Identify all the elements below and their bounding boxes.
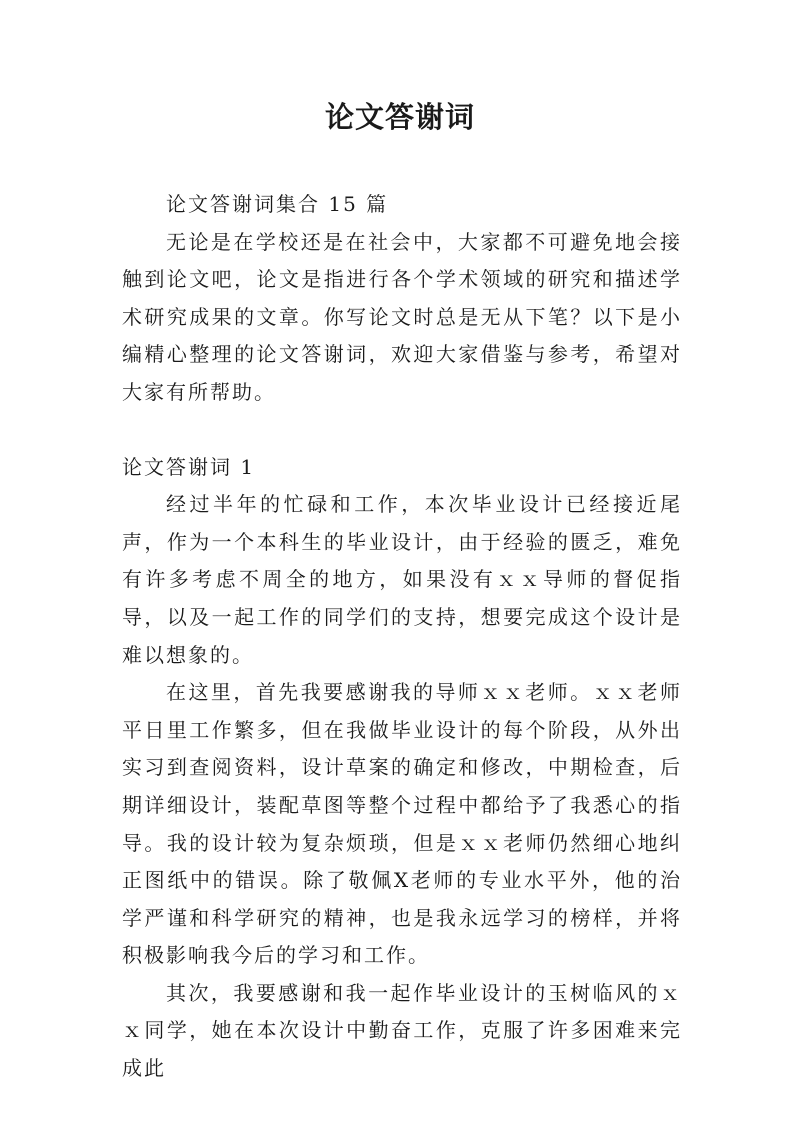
collection-subtitle: 论文答谢词集合 15 篇 [166, 192, 389, 216]
intro-paragraph: 无论是在学校还是在社会中，大家都不可避免地会接触到论文吧，论文是指进行各个学术领域的研究和描述学术研究成果的文章。你写论文时总是无从下笔？以下是小编精心整理的论文答谢词，欢迎大家借鉴与参考，希望对大家有所帮助。 [122, 229, 682, 404]
section-heading: 论文答谢词 1 [122, 454, 256, 479]
body-paragraph-1: 经过半年的忙碌和工作，本次毕业设计已经接近尾声，作为一个本科生的毕业设计，由于经验的匮乏，难免有许多考虑不周全的地方，如果没有ｘｘ导师的督促指导，以及一起工作的同学们的支持，想要完成这个设计是难以想象的。 [122, 492, 682, 667]
paragraph-spacer [122, 412, 682, 449]
body-paragraph-3: 其次，我要感谢和我一起作毕业设计的玉树临风的ｘｘ同学，她在本次设计中勤奋工作，克服了许多困难来完成此 [122, 980, 682, 1081]
document-title: 论文答谢词 [324, 100, 475, 134]
body-paragraph-2: 在这里，首先我要感谢我的导师ｘｘ老师。ｘｘ老师平日里工作繁多，但在我做毕业设计的每个阶段，从外出实习到查阅资料，设计草案的确定和修改，中期检查，后期详细设计，装配草图等整个过程中都给予了我悉心的指导。我的设计较为复杂烦琐，但是ｘｘ老师仍然细心地纠正图纸中的错误。除了敬佩X老师的专业水平外，他的治学严谨和科学研究的精神，也是我永远学习的榜样，并将积极影响我今后的学习和工作。 [122, 680, 682, 968]
document-body [122, 186, 682, 1088]
